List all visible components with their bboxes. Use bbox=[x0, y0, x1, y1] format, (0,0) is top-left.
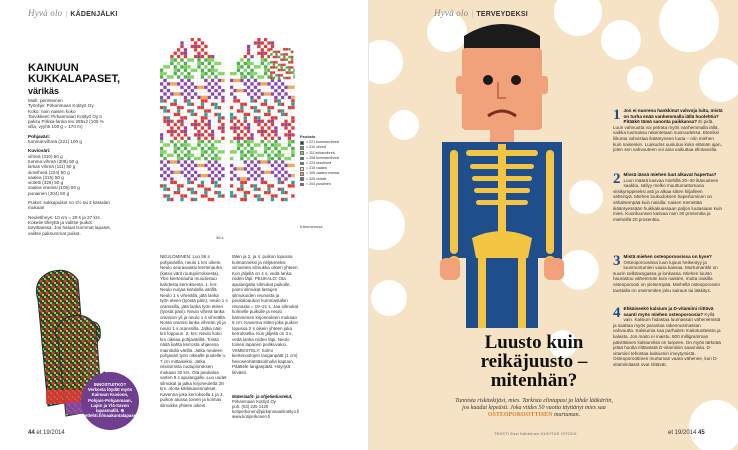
page-header-left: Hyvä olo | KÄDENJÄLKI bbox=[28, 8, 118, 18]
pattern-color-item: violetti (326) 50 g bbox=[28, 180, 64, 186]
legend-label: = 111 kirkasvihreä bbox=[306, 150, 335, 155]
spec-lines bbox=[28, 98, 112, 130]
qa-number: 4 bbox=[613, 305, 621, 321]
pattern-color-item: sinivihreä (224) 50 g bbox=[28, 169, 70, 175]
article-byline: TEKSTI Essi Kähkönen KUVITUS ISTOCK bbox=[494, 432, 577, 436]
qa-answer: Osteoporoosissa luun lujuus heikentyy ja luunmurtumien vaara kasvaa. Murtumariski on suurin selkärangassa ja lonkassa. Miehen luusto haurastuu vähemmän kuin naisten, mutta naisilla osteoporoosi on yleisempää. Miehellä osteoporoosin taustalla on useimmiten joku sairaus tai lääkitys. bbox=[613, 259, 720, 293]
qa-question: Ehkäiseekö kalsium ja D-vitamiini riittävä saanti myös miehen osteoporoosia? bbox=[623, 306, 714, 317]
publisher-info bbox=[232, 394, 300, 419]
legend-swatch bbox=[300, 172, 304, 176]
qa-item bbox=[613, 108, 723, 153]
legend-swatch bbox=[300, 146, 304, 150]
chart-stitch-count: 38 s bbox=[216, 235, 224, 240]
spec-line: Tarvikkeet: Pirkanmaan Kotityö Oy:n paksu Pirkka-lanka tex 285x2 (100 % villa, vyyhti 100 g = 170 m) bbox=[28, 113, 104, 130]
folio-right bbox=[668, 430, 705, 436]
folio-left-issue: et 19/2014 bbox=[36, 430, 65, 436]
legend-swatch bbox=[300, 183, 304, 187]
bubble-decoration bbox=[699, 58, 738, 102]
legend-label: = 310 vihreä bbox=[306, 145, 326, 150]
legend-swatch bbox=[300, 167, 304, 171]
chart-legend bbox=[300, 134, 362, 187]
thumb-chart bbox=[270, 48, 293, 79]
legend-swatch bbox=[300, 177, 304, 181]
legend-label: = 105 vaalea oranssi bbox=[306, 171, 340, 176]
bubble-decoration bbox=[371, 280, 407, 316]
qa-number: 2 bbox=[613, 171, 621, 187]
folio-left-page: 44 bbox=[28, 430, 35, 436]
legend-item bbox=[300, 182, 362, 187]
qa-item bbox=[613, 172, 723, 222]
qa-question: Missä iässä miehen luut alkavat hapertua? bbox=[623, 172, 717, 177]
pattern-color-item: punainen (204) 50 g bbox=[28, 190, 70, 196]
spec-line: Malli: perinteinen bbox=[28, 98, 63, 103]
promo-badge[interactable]: INNOSTUITKO? Verkosta löydät myös Kainuun Kuvioon, Pohjois-Pohjanmaan, Lapin ja Ylä-Savon lapasmallit. ⊕ etlehti.fi/maakuntalapaset bbox=[81, 372, 139, 430]
legend-label: = 204 punainen bbox=[306, 181, 331, 186]
pattern-color-list bbox=[28, 154, 112, 196]
article-headline: Luusto kuin reikäjuusto – mitenhän? bbox=[480, 332, 588, 391]
bubble-decoration bbox=[627, 66, 653, 92]
needles-info: Puikot: sukkapuikot no 2½ tai 3 käsialan mukaan bbox=[28, 200, 110, 211]
qa-answer: Ei pidä. Luun vahvuutta voi petrata myös vanhemmalla iällä, vaikka luumassa rakentetaan nuoruudessa. Eteniksi liikunta vahvistaa ikääntyneen luuta – niin miehen kuin naisenkin. Luukudos uusiutuu koko elämän ajan, joten sen vahvuuteen voi aina vaikuttaa elintavoilla. bbox=[613, 119, 722, 153]
article-title-block bbox=[28, 63, 148, 96]
pattern-color-item: vaalea (315) 50 g bbox=[28, 174, 64, 180]
header-section-right: TERVEYDEKSI bbox=[476, 11, 528, 18]
publisher-phone: puh. (03) 225 1420 bbox=[232, 404, 269, 409]
pattern-heading: Kuvioväri: bbox=[28, 148, 51, 154]
spec-line: Työohje: Pirkanmaan Kotityö Oy bbox=[28, 103, 94, 109]
legend-title: Peukalo bbox=[300, 134, 316, 139]
instructions-column-1: NEULOMINEN: Luo 56 s pohjavärillä, neulo 1 krs oikein. Neulo seuraavaksi kiertenauha (katso värit ruutupiirroksesta). Yksi kiertenauha muodostuu kahdesta kerroksesta. 1. krs: Neulo nurjaa kahdella värillä. Neulo 1 s vihreällä, jätä lanka työn eteen (työstä päin), neulo 1 s oranssilla, jätä lanka työn eteen (työstä päin). Neulo vihreä lanka oranssin yli ja neulo 1 s vihreällä. Nosta oranssi lanka vihreän yli ja neulo 1 s oranssilla. Jatka näin krs loppuun. 2. krs: Neulo koko krs oikeaa pohjavärillä. Toista näitä kahta kerrosta ohjeessa mainitulla värillä. Jatka neuleen pohjaväri työn oikealle puolelle n. 7 cm mittaiseksi. Jatka neulomista ruutupiirroksen mukaan 32 krs. Ota peukaloa varten 9 s apulangalle. Luo uudet silmukat ja jatka kirjoneuletta 28 krs. Aloita kärkikavennukset. Kavenna joka kerroksella 1 ja 3. puikon alussa toinen ja kolmas silmukka yhteen oikein. bbox=[160, 254, 228, 408]
qa-answer: Luun määrä kasvaa miehillä 20–30 ikävuoteen saakka, säilyy melko muuttumattomana viisikymppiseksi asti ja alkaa sitten hiljalleen vähentyä. Miehen luukudoksen hapertuminen on vähäisempää kuin naisilla: naisen menettää ikääntyessään huikkakuussaan paljon luutasiaan kuin mies. Kuoriluunsen kasvaa noin 30 prosenttia ja mieheillä 20 prosenttia. bbox=[613, 177, 723, 222]
mitten-chart-left bbox=[160, 38, 225, 201]
bubble-decoration bbox=[601, 20, 641, 60]
legend-label: = 315 vaalea bbox=[306, 166, 327, 171]
lede-text: Tunnista riskitekijäsi, mies. Tarkista elintapasi ja lähde lääkäriin, jos kaadut kipeästi. Joka viides 50 vuotta täyttänyt mies saa bbox=[455, 398, 613, 412]
legend-label: = 224 sinivihreä bbox=[306, 161, 332, 166]
bubble-decoration bbox=[689, 400, 738, 450]
legend-swatch bbox=[300, 151, 304, 155]
folio-left bbox=[28, 430, 65, 436]
article-subtitle: värikäs bbox=[28, 86, 60, 96]
legend-swatch bbox=[300, 162, 304, 166]
yarn-base: tummanvihreä (221) 100 g bbox=[28, 139, 82, 145]
qa-number: 1 bbox=[613, 107, 621, 123]
legend-swatch bbox=[300, 157, 304, 161]
qa-item bbox=[613, 306, 723, 368]
legend-swatch bbox=[300, 141, 304, 145]
article-lede bbox=[454, 398, 614, 420]
header-brand-right: Hyvä olo bbox=[434, 8, 469, 18]
bubble-decoration bbox=[369, 200, 405, 250]
publisher-email[interactable]: kotiperkonen@pirkanmaankotityo.fi bbox=[232, 409, 300, 414]
lede-highlight: OSTEOPOROOTTISEN bbox=[487, 412, 553, 419]
publisher-heading: Materiaalit- ja ohjetiedustelut, bbox=[232, 394, 293, 399]
chart-palm-label: Kämmenosa bbox=[300, 224, 323, 229]
spec-line: Koko: noin naisen koko bbox=[28, 108, 76, 114]
pattern-color-item: tumma vihreä (308) 50 g bbox=[28, 158, 79, 164]
instructions-column-2: tälen ja 2. ja 4. puikon lopussa kolmanneksi ja neljänneksi viimeinen silmukka oikein yhteen. Kun jäljellä on 4 s, vedä lanka niiden läpi. PEUKALO: Ota apulangalta silmukat puikolle, poimi silmukat lastujen silmukoiden reunasta ja peukaloaukon kummastakin reunasta = 19–21 s. Jaa silmukat kolmelle puikolle ja neulo kämmenen kirjoneuleen mukaan 5 cm. Kavenna sitten joka puikon lopussa 2 s oikein yhteen joka kerroksella. Kun jäljellä on 3 s, vedä lanka niiden läpi. Neulo toinen lapanen peilikuvaksi. VIIMEISTELY: Solmi kiertenostojen langanpäät (1 cm) hevosenhäntäsolmulla kapuun. Päättele langanpäät. Höyrytä lievästi. bbox=[232, 254, 299, 375]
yarn-heading: Pohjaväri: bbox=[28, 133, 51, 139]
header-brand: Hyvä olo bbox=[28, 8, 63, 18]
qa-question: Mistä miehen osteoporoosissa on kyse? bbox=[623, 254, 712, 259]
publisher-name: Pirkanmaan Kotityö Oy bbox=[232, 399, 276, 404]
pattern-color-item: vaalea oranssi (105) 50 g bbox=[28, 185, 80, 191]
page-header-right: Hyvä olo | TERVEYDEKSI bbox=[434, 8, 528, 18]
qa-item bbox=[613, 254, 723, 293]
lede-end: murtuman. bbox=[552, 412, 581, 419]
mitten-knitting-chart bbox=[160, 38, 300, 234]
legend-label: = 221 tummanvihreä bbox=[306, 140, 339, 145]
publisher-web[interactable]: www.kotiperkonen.fi bbox=[232, 414, 271, 419]
article-title: KAINUUN KUKKALAPASET, bbox=[28, 62, 121, 85]
legend-label: = 208 tummanvihreä bbox=[306, 155, 339, 160]
bubble-decoration bbox=[659, 0, 719, 52]
bubble-decoration bbox=[369, 40, 403, 84]
pattern-color-item: vihreä (310) 50 g bbox=[28, 153, 63, 159]
folio-right-issue: et 19/2014 bbox=[668, 430, 697, 436]
article-headline-block bbox=[454, 333, 614, 420]
pattern-color-item: kirkas vihreä (111) 50 g bbox=[28, 164, 76, 170]
folio-right-page: 45 bbox=[698, 430, 705, 436]
qa-number: 3 bbox=[613, 253, 621, 269]
qa-answer: Kyllä vain. Kalsium hidastaa luumassan vähenemistä ja saattaa myös parantaa rakennusmassan vahvuutta. Kalsiumia saa parhaiten maitotuotteista ja kalasta. Jos maito ei maistu, 800 milligramman päivittäinen kalsiumlisä on tarpeen. On myös tärkeää pitää huolta riittävästä D-vitamiinin saannista. D-vitamiini tehostaa kalsiumin imeytymistä. Osteoporoottinen murtuman vaara vähenee, kun D-vitamiinitasot ovat riittävät. bbox=[613, 311, 721, 367]
pattern-spec bbox=[28, 98, 112, 240]
qa-question: Jos ei nuorena hankkinut vahvoja luita, mistä on turha enää vanhemmalla iällä huolehtia? Pitääkö tämä sanonta paikkansa? bbox=[623, 108, 723, 125]
gauge-info: Neuletiheys: 10 cm = 29 s ja 27 krs. Kokeile tiheyttä ja valitse puikot tarvittaessa. Jos haluat isommat lapaset, valitse paksummat puikot. bbox=[28, 214, 111, 236]
legend-label: = 326 violetti bbox=[306, 176, 327, 181]
header-section: KÄDENJÄLKI bbox=[70, 11, 118, 18]
skeleton-illustration bbox=[412, 18, 592, 328]
